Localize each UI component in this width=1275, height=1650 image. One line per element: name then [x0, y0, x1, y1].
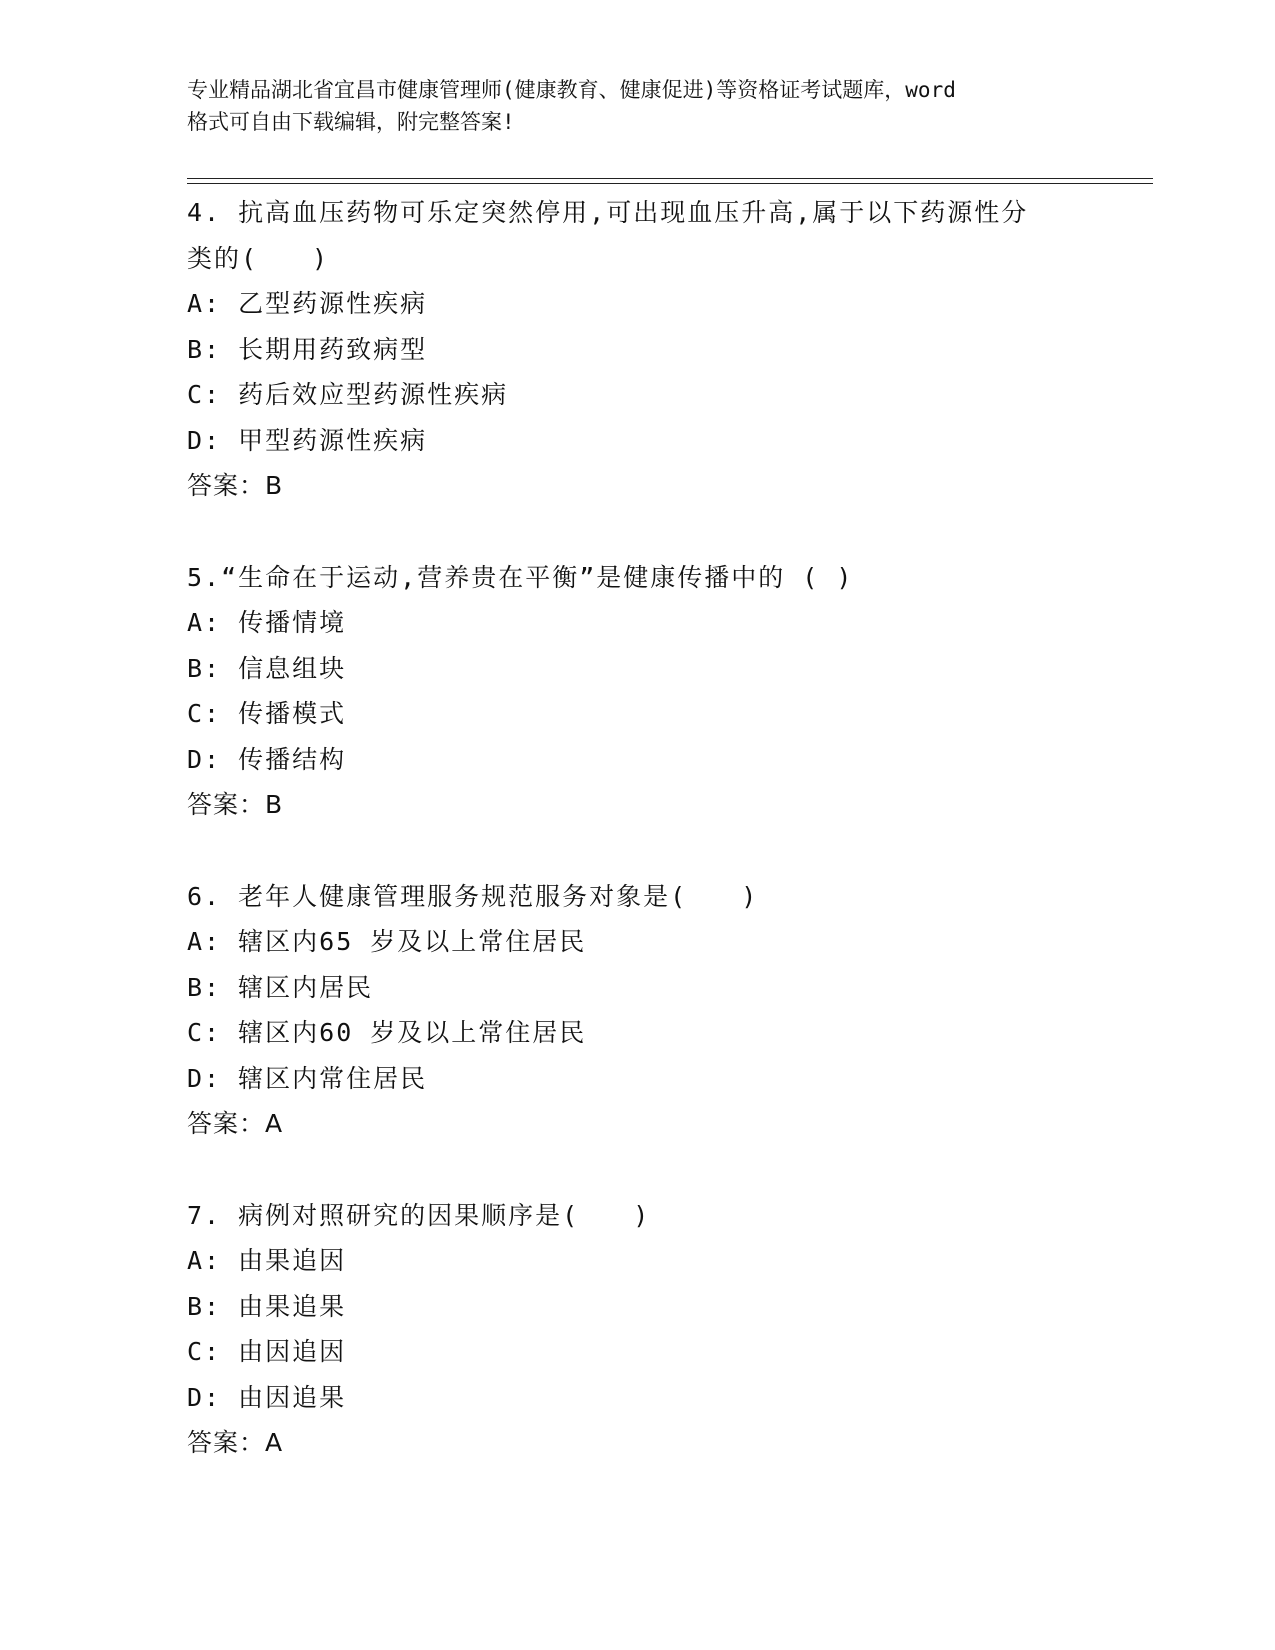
- answer-label: 答案：A: [187, 1109, 284, 1138]
- option-c: C: 传播模式: [187, 699, 347, 728]
- option-a: A: 由果追因: [187, 1246, 347, 1275]
- question-4: [187, 190, 1087, 509]
- question-5: [187, 555, 1087, 828]
- answer-label: 答案：B: [187, 790, 284, 819]
- option-c: C: 由因追因: [187, 1337, 347, 1366]
- option-c: C: 辖区内60 岁及以上常住居民: [187, 1018, 587, 1047]
- option-a: A: 传播情境: [187, 608, 347, 637]
- option-b: B: 信息组块: [187, 653, 347, 683]
- option-c: C: 药后效应型药源性疾病: [187, 380, 509, 409]
- header-divider-bottom: [187, 183, 1153, 184]
- answer-label: 答案：B: [187, 471, 284, 500]
- option-b: B: 由果追果: [187, 1291, 347, 1321]
- question-stem: 7. 病例对照研究的因果顺序是( ): [187, 1200, 651, 1230]
- option-a: A: 辖区内65 岁及以上常住居民: [187, 927, 587, 956]
- question-stem: 6. 老年人健康管理服务规范服务对象是( ): [187, 881, 759, 911]
- question-6: [187, 874, 1087, 1147]
- option-d: D: 传播结构: [187, 744, 347, 774]
- question-spacer: [187, 509, 1087, 555]
- option-d: D: 由因追果: [187, 1382, 347, 1412]
- document-header: [187, 74, 1107, 138]
- header-divider-top: [187, 178, 1153, 179]
- option-b: B: 长期用药致病型: [187, 334, 428, 364]
- option-d: D: 辖区内常住居民: [187, 1063, 428, 1093]
- question-spacer: [187, 828, 1087, 874]
- question-list: [187, 190, 1087, 1466]
- question-stem: 5.“生命在于运动,营养贵在平衡”是健康传播中的 ( ): [187, 562, 854, 592]
- header-line-2: 格式可自由下载编辑，附完整答案!: [187, 110, 515, 134]
- header-line-1: 专业精品湖北省宜昌市健康管理师(健康教育、健康促进)等资格证考试题库，word: [187, 78, 956, 102]
- question-stem-continued: 类的( ): [187, 243, 330, 273]
- question-spacer: [187, 1147, 1087, 1193]
- question-stem: 4. 抗高血压药物可乐定突然停用,可出现血压升高,属于以下药源性分: [187, 198, 1029, 227]
- answer-label: 答案：A: [187, 1428, 284, 1457]
- option-d: D: 甲型药源性疾病: [187, 425, 428, 455]
- option-b: B: 辖区内居民: [187, 972, 374, 1002]
- question-7: [187, 1193, 1087, 1466]
- option-a: A: 乙型药源性疾病: [187, 289, 428, 318]
